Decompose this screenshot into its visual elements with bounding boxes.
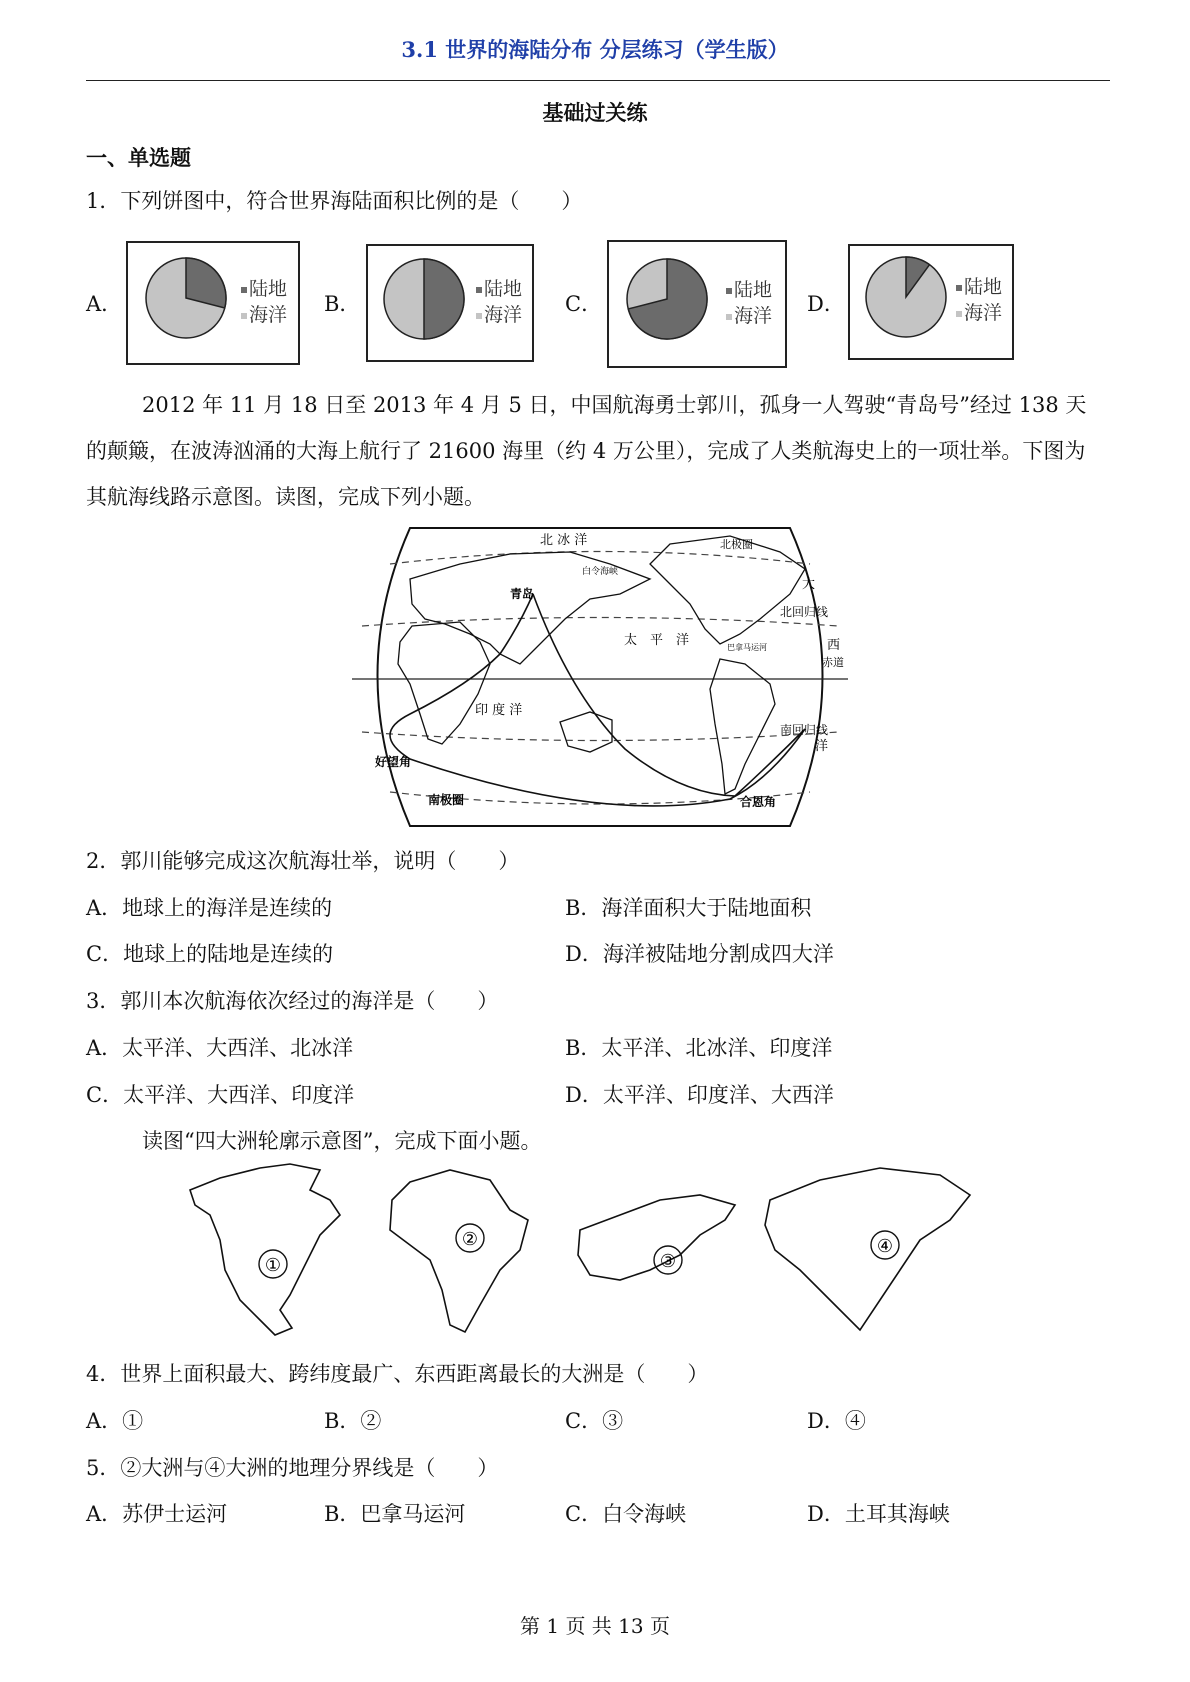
q1-pie-c <box>607 240 787 368</box>
continent-africa-outline <box>390 1170 528 1332</box>
page-footer: 第 1 页 共 13 页 <box>520 1614 670 1638</box>
q2-option-c: C．地球上的陆地是连续的 <box>86 942 334 966</box>
label-good-hope: 好望角 <box>375 755 412 769</box>
q1-pie-d <box>848 244 1014 360</box>
section-heading: 一、单选题 <box>86 145 191 170</box>
q5-option-c: C．白令海峡 <box>565 1502 687 1526</box>
q2-stem: 2．郭川能够完成这次航海壮举，说明（ ） <box>86 849 520 873</box>
pie-legend <box>956 274 1002 326</box>
land-swatch <box>476 287 482 293</box>
label-xi: 西 <box>827 638 841 653</box>
q4-option-c: C．③ <box>565 1409 624 1433</box>
land-swatch <box>726 288 732 294</box>
continent-label-4: ④ <box>876 1236 894 1257</box>
q2-option-b: B．海洋面积大于陆地面积 <box>565 896 812 920</box>
label-bering: 白令海峡 <box>582 567 619 577</box>
voyage-route-map <box>350 524 850 830</box>
q4-option-d: D．④ <box>807 1409 866 1433</box>
pie-legend <box>476 276 522 328</box>
label-qingdao: 青岛 <box>510 587 535 601</box>
q3-option-d: D．太平洋、印度洋、大西洋 <box>565 1083 834 1107</box>
continent-north-america-outline <box>190 1164 340 1335</box>
pie-land-slice <box>424 259 464 339</box>
label-pacific: 太 平 洋 <box>624 633 690 648</box>
legend-land-label: 陆地 <box>734 279 773 301</box>
legend-sea-label: 海洋 <box>249 304 288 326</box>
legend-land-label: 陆地 <box>964 276 1003 298</box>
pie-b-svg <box>378 253 478 353</box>
q2-option-a: A．地球上的海洋是连续的 <box>86 896 333 920</box>
pie-a-svg <box>140 252 240 352</box>
label-yang: 洋 <box>815 739 829 754</box>
label-tropic-n: 北回归线 <box>780 605 829 619</box>
voyage-passage: 2012 年 11 月 18 日至 2013 年 4 月 5 日，中国航海勇士郭川，孤身一人驾驶“青岛号”经过 138 天的颠簸，在波涛汹涌的大海上航行了 21600 海里（约 4 万公里），完成了人类航海史上的一项壮举。下图为其航海线路示意图。读图，完成下列小题。 <box>86 393 1087 509</box>
continents-instruction: 读图“四大洲轮廓示意图”，完成下面小题。 <box>142 1129 542 1153</box>
legend-sea-label: 海洋 <box>734 305 773 327</box>
sea-swatch <box>956 311 962 317</box>
sea-swatch <box>476 313 482 319</box>
q1-option-a-label: A． <box>86 292 123 316</box>
q4-stem: 4．世界上面积最大、跨纬度最广、东西距离最长的大洲是（ ） <box>86 1362 709 1386</box>
pie-legend <box>241 276 287 328</box>
q3-option-a: A．太平洋、大西洋、北冰洋 <box>86 1036 354 1060</box>
q4-option-b: B．② <box>324 1409 382 1433</box>
sea-swatch <box>726 314 732 320</box>
header-divider <box>86 80 1110 81</box>
label-antarctic: 南极圈 <box>428 793 465 807</box>
q1-option-d-label: D． <box>807 292 845 316</box>
q5-option-b: B．巴拿马运河 <box>324 1502 466 1526</box>
legend-land-label: 陆地 <box>249 278 288 300</box>
continent-label-1: ① <box>264 1255 282 1276</box>
q1-option-b-label: B． <box>324 292 361 316</box>
subtitle: 基础过关练 <box>542 100 648 125</box>
label-north-ice: 北 冰 洋 <box>540 533 588 548</box>
q4-option-a: A．① <box>86 1409 144 1433</box>
q1-pie-a <box>126 241 300 365</box>
continent-asia-outline <box>765 1168 970 1330</box>
q5-option-a: A．苏伊士运河 <box>86 1502 228 1526</box>
pie-legend <box>726 277 772 329</box>
q1-option-c-label: C． <box>565 292 603 316</box>
sea-swatch <box>241 313 247 319</box>
document-title: 3.1 世界的海陆分布 分层练习（学生版） <box>401 37 789 62</box>
continent-label-3: ③ <box>659 1251 677 1272</box>
label-indian: 印 度 洋 <box>475 703 523 718</box>
q3-option-b: B．太平洋、北冰洋、印度洋 <box>565 1036 833 1060</box>
q5-stem: 5．②大洲与④大洲的地理分界线是（ ） <box>86 1456 499 1480</box>
legend-sea-label: 海洋 <box>484 304 523 326</box>
q3-option-c: C．太平洋、大西洋、印度洋 <box>86 1083 355 1107</box>
label-cape-horn: 合恩角 <box>740 795 777 809</box>
legend-sea-label: 海洋 <box>964 302 1003 324</box>
q2-option-d: D．海洋被陆地分割成四大洋 <box>565 942 834 966</box>
four-continents-figure <box>180 1160 1020 1345</box>
label-arctic-circle: 北极圈 <box>720 538 753 551</box>
q1-pie-b <box>366 244 534 362</box>
label-tropic-s: 南回归线 <box>780 723 829 737</box>
pie-d-svg <box>860 251 960 351</box>
label-equator: 赤道 <box>822 656 844 669</box>
label-da: 大 <box>802 577 816 592</box>
continent-label-2: ② <box>461 1229 479 1250</box>
legend-land-label: 陆地 <box>484 278 523 300</box>
pie-c-svg <box>621 253 721 353</box>
q1-stem: 1．下列饼图中，符合世界海陆面积比例的是（ ） <box>86 189 583 213</box>
label-panama: 巴拿马运河 <box>727 643 767 652</box>
q5-option-d: D．土耳其海峡 <box>807 1502 950 1526</box>
land-swatch <box>241 287 247 293</box>
q3-stem: 3．郭川本次航海依次经过的海洋是（ ） <box>86 989 499 1013</box>
land-swatch <box>956 285 962 291</box>
